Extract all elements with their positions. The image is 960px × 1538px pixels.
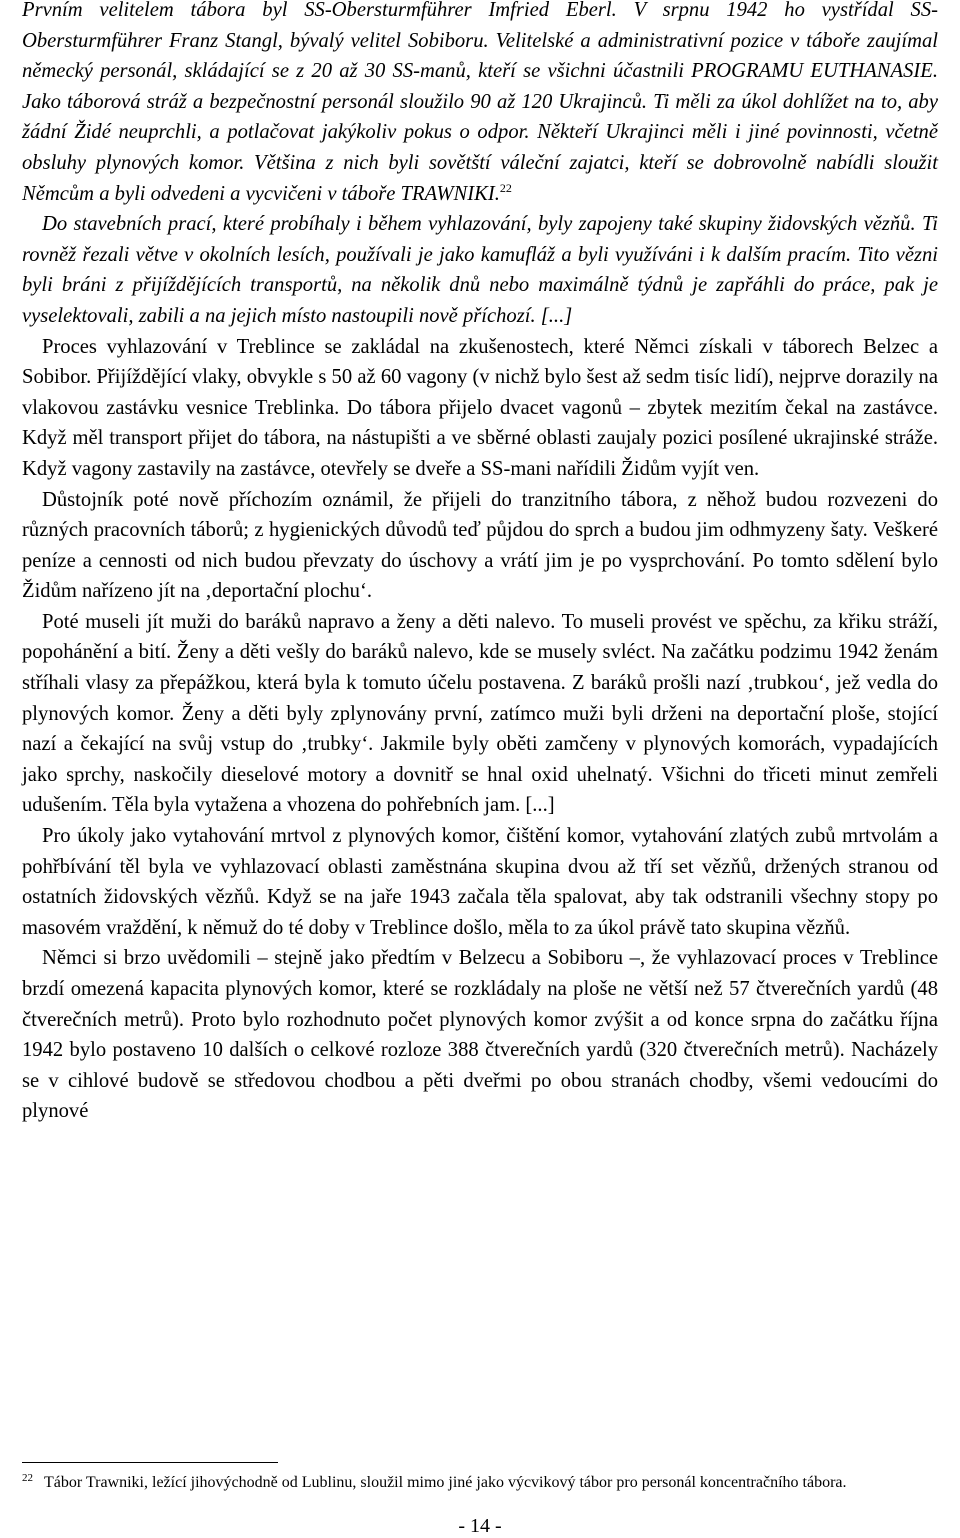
document-page [22, 0, 938, 1491]
footnote-text: Tábor Trawniki, ležící jihovýchodně od Lublinu, sloužil mimo jiné jako výcvikový tábor pro personál koncentračního tábora. [44, 1474, 847, 1491]
footnote-reference: 22 [499, 180, 512, 195]
paragraph-officer-announcement: Důstojník poté nově příchozím oznámil, že přijeli do tranzitního tábora, z něhož budou rozvezeni do různých pracovních táborů; z hygienických důvodů teď půjdou do sprch a budou jim odhmyzeny šaty. Veškeré peníze a cennosti od nich budou převzaty do úschovy a vrátí jim je po vysprchování. Po tomto sdělení bylo Židům nařízeno jít na ‚deportační plochu‘. [22, 488, 938, 603]
paragraph-text: Prvním velitelem tábora byl SS-Obersturmführer Imfried Eberl. V srpnu 1942 ho vystřídal SS-Obersturmführer Franz Stangl, bývalý velitel Sobiboru. Velitelské a administrativní pozice v táboře zaujímal německý personál, skládající se z 20 až 30 SS-manů, kteří se všichni účastnili PROGRAMU EUTHANASIE. Jako táborová stráž a bezpečnostní personál sloužilo 90 až 120 Ukrajinců. Ti měli za úkol dohlížet na to, aby žádní Židé neuprchli, a potlačovat jakýkoliv pokus o odpor. Někteří Ukrajinci měli i jiné povinnosti, včetně obsluhy plynových komor. Většina z nich byli sovětští váleční zajatci, kteří se dobrovolně nabídli sloužit Němcům a byli odvedeni a vycvičeni v táboře TRAWNIKI. [22, 0, 938, 205]
paragraph-extermination-process: Proces vyhlazování v Treblince se zakládal na zkušenostech, které Němci získali v táborech Belzec a Sobibor. Přijíždějící vlaky, obvykle s 50 až 60 vagony (v nichž bylo šest až sedm tisíc lidí), nejprve dorazily na vlakovou zastávku vesnice Treblinka. Do tábora přijelo dvacet vagonů – zbytek mezitím čekal na zastávce. Když měl transport přijet do tábora, na nástupišti a ve sběrné oblasti zaujaly pozici posílené ukrajinské stráže. Když vagony zastavily na zastávce, otevřely se dveře a SS-mani nařídili Židům vyjít ven. [22, 335, 938, 480]
paragraph-prisoner-labour: Do stavebních prací, které probíhaly i během vyhlazování, byly zapojeny také skupiny židovských vězňů. Ti rovněž řezali větve v okolních lesích, používali je jako kamufláž a byli využíváni i k dalším pracím. Tito vězni byli bráni z přijíždějících transportů, na několik dnů nebo maximálně týdnů je zapřáhli do práce, pak je vyselektovali, zabili a na jejich místo nastoupili nově příchozí. [...] [22, 213, 938, 327]
footnote: $^{22}$ Tábor Trawniki, ležící jihovýchodně od Lublinu, sloužil mimo jiné jako výcvikový tábor pro personál koncentračního tábora. [22, 1472, 847, 1491]
paragraph-sonderkommando: Pro úkoly jako vytahování mrtvol z plynových komor, čištění komor, vytahování zlatých zubů mrtvolám a pohřbívání těl byla ve vyhlazovací oblasti zaměstnána skupina dvou až tří set vězňů, držených stranou od ostatních židovských vězňů. Když se na jaře 1943 začala těla spalovat, aby tak odstranili všechny stopy po masovém vraždění, k němuž do té doby v Treblince došlo, měla to za úkol právě tato skupina vězňů. [22, 825, 938, 939]
paragraph-gas-chambers: Němci si brzo uvědomili – stejně jako předtím v Belzecu a Sobiboru –, že vyhlazovací proces v Treblince brzdí omezená kapacita plynových komor, které se rozkládaly na ploše ne větší než 57 čtverečních yardů (48 čtverečních metrů). Proto bylo rozhodnuto počet plynových komor zvýšit a od konce srpna do začátku října 1942 bylo postaveno 10 dalších o celkové rozloze 388 čtverečních yardů (320 čtverečních metrů). Nacházely se v cihlové budově se středovou chodbou a pěti dveřmi po obou stranách chodby, všemi vedoucími do plynové [22, 947, 938, 1123]
paragraph-barracks: Poté museli jít muži do baráků napravo a ženy a děti nalevo. To museli provést ve spěchu, za křiku stráží, popohánění a bití. Ženy a děti vešly do baráků nalevo, kde se musely svléct. Na začátku podzimu 1942 ženám stříhali vlasy za přepážkou, která byla k tomuto účelu postavena. Z baráků prošli nazí ‚trubkou‘, jež vedla do plynových komor. Ženy a děti byly zplynovány první, zatímco muži byli drženi na deportační ploše, stojící nazí a čekající na svůj vstup do ‚trubky‘. Jakmile byly oběti zamčeny v plynových komorách, vypadajících jako sprchy, naskočily dieselové motory a dovnitř se hnal oxid uhelnatý. Všichni do třiceti minut zemřeli udušením. Těla byla vytažena a vhozena do pohřebních jam. [...] [22, 610, 938, 817]
paragraph-command-staff [22, 0, 938, 209]
page-number: - 14 - [458, 1515, 502, 1537]
footnote-separator [22, 1462, 278, 1463]
